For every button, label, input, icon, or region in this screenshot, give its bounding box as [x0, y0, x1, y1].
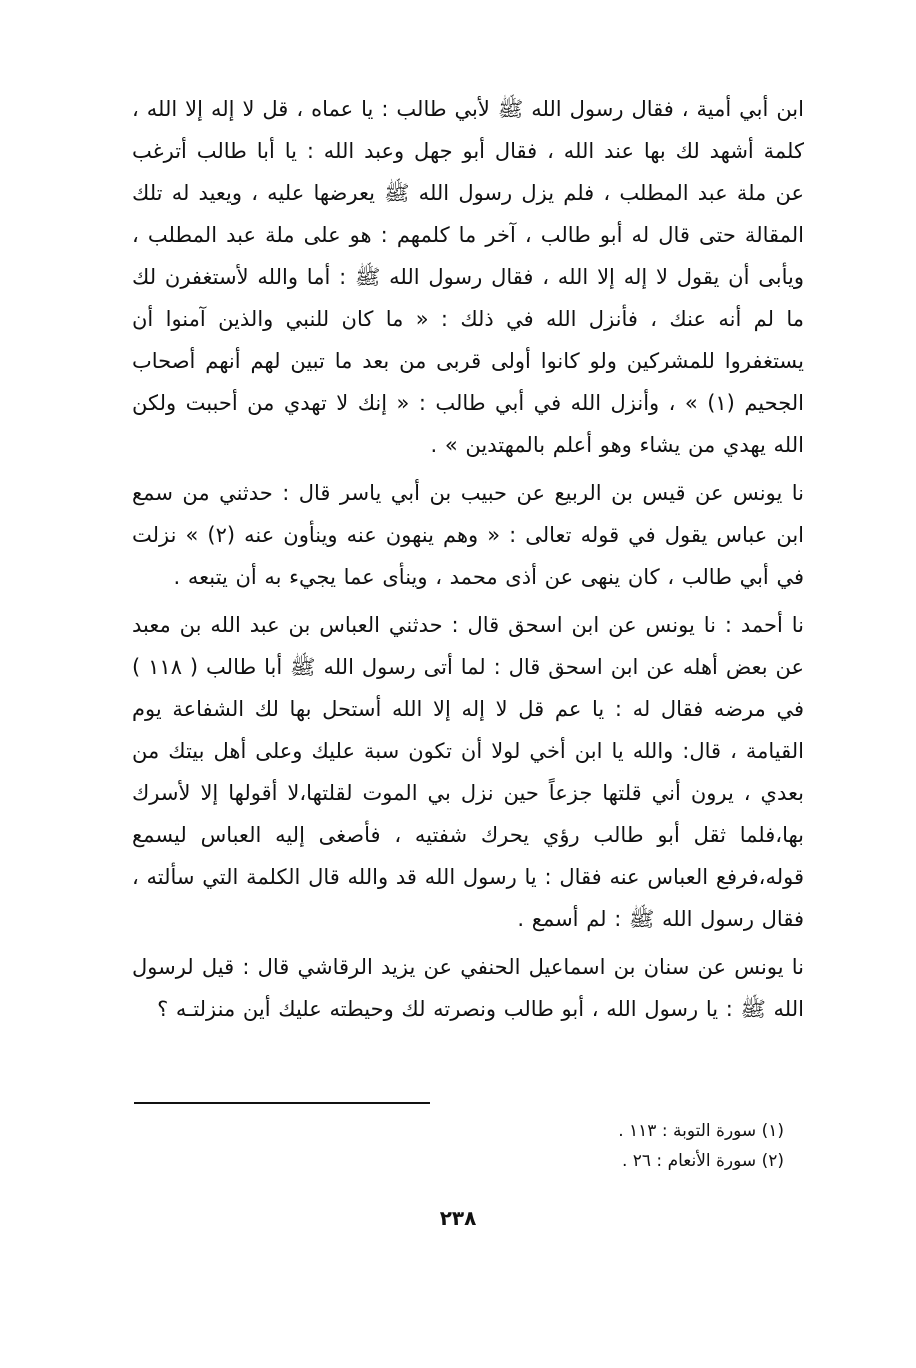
- footnote-separator: [134, 1102, 430, 1104]
- paragraph-3: نا أحمد : نا يونس عن ابن اسحق قال : حدثني العباس بن عبد الله بن معبد عن بعض أهله عن ابن اسحق قال : لما أتى رسول الله ﷺ أبا طالب ( ١١٨ ) في مرضه فقال له : يا عم قل لا إله إلا الله أستحل بها لك الشفاعة يوم القيامة ، قال: والله يا ابن أخي لولا أن تكون سبة عليك وعلى أهل بيتك من بعدي ، يرون أني قلتها جزعاً حين نزل بي الموت لقلتها،لا أقولها إلا لأسرك بها،فلما ثقل أبو طالب رؤي يحرك شفتيه ، فأصغى إليه العباس ليسمع قوله،فرفع العباس عنه فقال : يا رسول الله قد والله قال الكلمة التي سألته ، فقال رسول الله ﷺ : لم أسمع .: [132, 613, 804, 931]
- footnotes: [424, 1116, 784, 1176]
- page-number: ٢٣٨: [439, 1206, 477, 1230]
- main-text: [132, 88, 804, 1030]
- paragraph-1: ابن أبي أمية ، فقال رسول الله ﷺ لأبي طالب : يا عماه ، قل لا إله إلا الله ، كلمة أشهد لك بها عند الله ، فقال أبو جهل وعبد الله : يا أبا طالب أترغب عن ملة عبد المطلب ، فلم يزل رسول الله ﷺ يعرضها عليه ، ويعيد له تلك المقالة حتى قال له أبو طالب ، آخر ما كلمهم : هو على ملة عبد المطلب ، ويأبى أن يقول لا إله إلا الله ، فقال رسول الله ﷺ : أما والله لأستغفرن لك ما لم أنه عنك ، فأنزل الله في ذلك : « ما كان للنبي والذين آمنوا أن يستغفروا للمشركين ولو كانوا أولى قربى من بعد ما تبين لهم أنهم أصحاب الجحيم (١) » ، وأنزل الله في أبي طالب : « إنك لا تهدي من أحببت ولكن الله يهدي من يشاء وهو أعلم بالمهتدين » .: [132, 97, 804, 457]
- footnote-2: (٢) سورة الأنعام : ٢٦ .: [621, 1151, 784, 1171]
- paragraph-4: نا يونس عن سنان بن اسماعيل الحنفي عن يزيد الرقاشي قال : قيل لرسول الله ﷺ : يا رسول الله ، أبو طالب ونصرته لك وحيطته عليك أين منزلتـه ؟: [132, 955, 804, 1021]
- paragraph-2: نا يونس عن قيس بن الربيع عن حبيب بن أبي ياسر قال : حدثني من سمع ابن عباس يقول في قوله تعالى : « وهم ينهون عنه وينأون عنه (٢) » نزلت في أبي طالب ، كان ينهى عن أذى محمد ، وينأى عما يجيء به أن يتبعه .: [132, 481, 804, 589]
- footnote-1: (١) سورة التوبة : ١١٣ .: [618, 1121, 784, 1141]
